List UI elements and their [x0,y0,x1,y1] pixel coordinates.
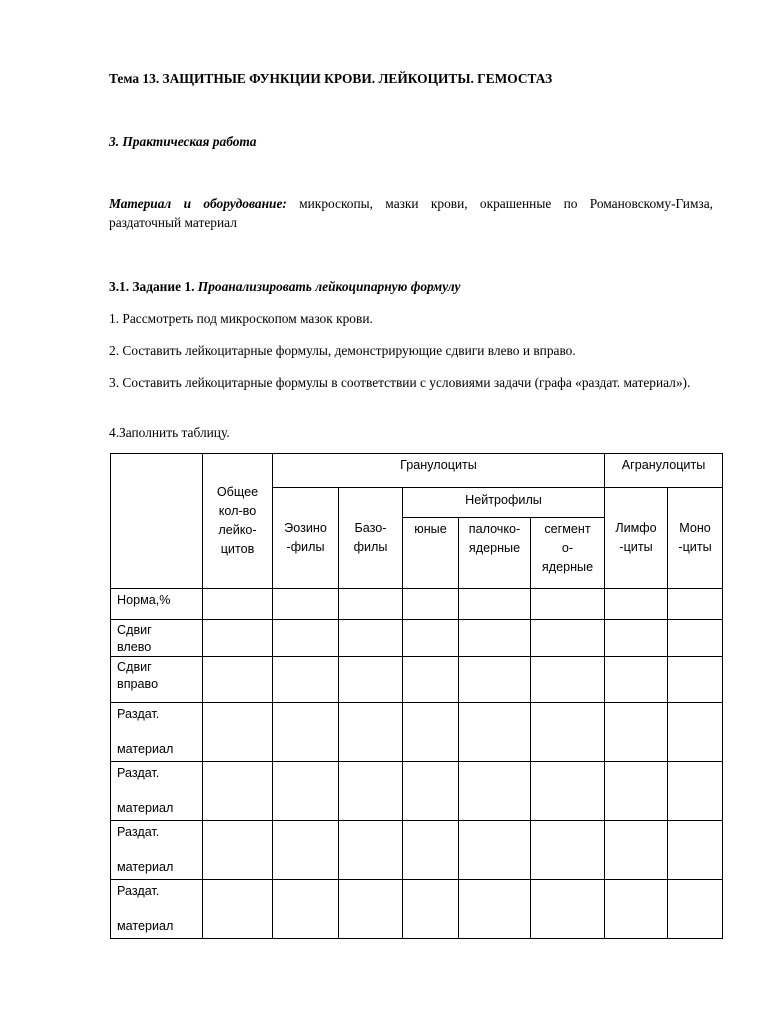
step-2: 2. Составить лейкоцитарные формулы, демонстрирующие сдвиги влево и вправо. [109,343,576,358]
col-basophils-header: Базо-филы [339,488,403,589]
table-row [111,880,723,939]
table-cell [339,762,403,821]
table-cell [203,703,273,762]
table-cell [339,821,403,880]
table-cell [459,657,531,703]
task-title: Проанализировать лейкоципарную формулу [197,279,461,294]
col-segmented-header: сегмент о-ядерные [531,518,605,589]
neutrophils-header: Нейтрофилы [403,488,605,518]
table-cell [339,620,403,657]
table-cell [403,821,459,880]
table-cell [668,762,723,821]
table-cell [605,880,668,939]
table-cell [605,620,668,657]
table-row [111,703,723,762]
row-label-right-shift: Сдвиг вправо [111,657,203,703]
table-cell [459,821,531,880]
table-cell [273,620,339,657]
table-cell [339,703,403,762]
table-cell [459,589,531,620]
materials-label: Материал и оборудование: [109,196,287,211]
agranulocytes-header: Агранулоциты [605,454,723,488]
corner-cell [111,454,203,589]
table-cell [203,620,273,657]
table-cell [339,657,403,703]
table-cell [273,762,339,821]
step-4: 4.Заполнить таблицу. [109,425,230,440]
col-eosinophils-header: Эозино -филы [273,488,339,589]
table-cell [531,589,605,620]
granulocytes-header: Гранулоциты [273,454,605,488]
section-heading: 3. Практическая работа [109,134,257,149]
table-cell [403,657,459,703]
table-cell [605,657,668,703]
table-cell [531,762,605,821]
table-cell [605,821,668,880]
table-cell [668,880,723,939]
table-row [111,821,723,880]
table-cell [203,762,273,821]
table-cell [203,880,273,939]
table-row [111,762,723,821]
table-cell [273,657,339,703]
table-cell [203,589,273,620]
table-cell [668,703,723,762]
task-heading [109,278,460,295]
table-cell [403,703,459,762]
table-cell [339,880,403,939]
table-cell [605,589,668,620]
table-cell [605,703,668,762]
step-1: 1. Рассмотреть под микроскопом мазок крови. [109,311,373,326]
row-label-material-1: Раздат. материал [111,703,203,762]
table-cell [339,589,403,620]
table-cell [668,821,723,880]
col-young-header: юные [403,518,459,589]
row-label-left-shift: Сдвиг влево [111,620,203,657]
header-row-1 [111,454,723,488]
table-cell [403,762,459,821]
table-cell [531,703,605,762]
table-cell [459,880,531,939]
page-title: Тема 13. ЗАЩИТНЫЕ ФУНКЦИИ КРОВИ. ЛЕЙКОЦИТЫ. ГЕМОСТАЗ [109,71,553,86]
table-cell [273,880,339,939]
table-cell [531,821,605,880]
table-cell [531,657,605,703]
materials-paragraph [109,194,713,232]
table-cell [403,880,459,939]
row-label-material-2: Раздат. материал [111,762,203,821]
table-cell [459,620,531,657]
col-band-header: палочко-ядерные [459,518,531,589]
step-3: 3. Составить лейкоцитарные формулы в соответствии с условиями задачи (графа «раздат. материал»). [109,375,691,390]
table-row [111,657,723,703]
col-total-header: Общее кол-во лейко-цитов [203,454,273,589]
col-lymphocytes-header: Лимфо -циты [605,488,668,589]
table-row [111,589,723,620]
table-cell [403,589,459,620]
row-label-material-4: Раздат. материал [111,880,203,939]
leukocyte-table [110,453,723,939]
table-cell [203,821,273,880]
task-number: 3.1. Задание 1. [109,279,195,294]
table-cell [203,657,273,703]
table-cell [459,762,531,821]
table-cell [531,880,605,939]
materials-text: микроскопы, мазки крови, окрашенные по Романовскому-Гимза, раздаточный материал [109,196,713,230]
table-row [111,620,723,657]
table-cell [273,703,339,762]
table-cell [531,620,605,657]
row-label-norm: Норма,% [111,589,203,620]
table-cell [459,703,531,762]
table-cell [605,762,668,821]
table-cell [668,657,723,703]
table-cell [403,620,459,657]
row-label-material-3: Раздат. материал [111,821,203,880]
table-cell [668,589,723,620]
table-cell [668,620,723,657]
col-monocytes-header: Моно -циты [668,488,723,589]
table-cell [273,589,339,620]
table-cell [273,821,339,880]
